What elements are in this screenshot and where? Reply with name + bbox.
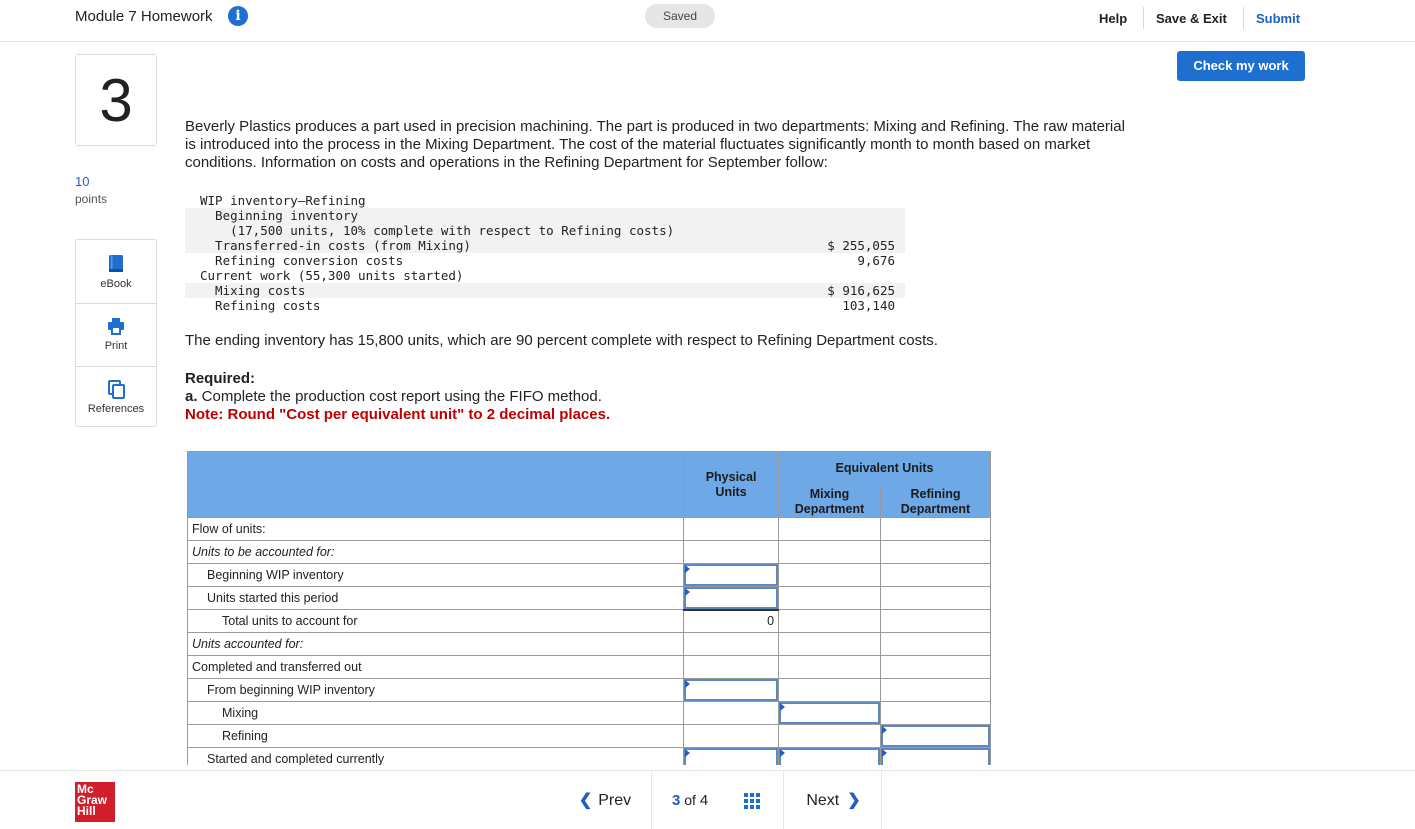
input-box[interactable] xyxy=(684,564,778,586)
wip-label: Beginning inventory xyxy=(200,208,359,223)
save-exit-link[interactable]: Save & Exit xyxy=(1156,11,1227,26)
question-number: 3 xyxy=(75,54,157,146)
cell xyxy=(779,610,881,633)
requirement-a xyxy=(185,388,602,405)
from-beg-physical-input[interactable] xyxy=(684,679,779,702)
header-physical-units: Physical Units xyxy=(684,452,779,518)
cell xyxy=(684,702,779,725)
page-indicator[interactable] xyxy=(651,771,784,829)
top-bar xyxy=(0,0,1415,42)
saved-status-badge: Saved xyxy=(645,4,715,28)
grid-icon[interactable] xyxy=(744,793,760,809)
wip-row xyxy=(185,253,905,268)
table-row xyxy=(188,679,991,702)
table-row xyxy=(188,702,991,725)
requirement-a-prefix: a. xyxy=(185,388,198,405)
wip-amount: $ 255,055 xyxy=(827,238,895,253)
cell xyxy=(779,564,881,587)
wip-row xyxy=(185,283,905,298)
wip-row xyxy=(185,208,905,223)
row-label: Completed and transferred out xyxy=(188,656,684,679)
of-label: of xyxy=(684,792,696,808)
input-box[interactable] xyxy=(779,702,880,724)
cell xyxy=(684,725,779,748)
ending-inventory-text: The ending inventory has 15,800 units, which are 90 percent complete with respect to Refining Department costs. xyxy=(185,332,938,349)
check-my-work-button[interactable]: Check my work xyxy=(1177,51,1305,81)
started-completed-refining-input[interactable] xyxy=(881,748,991,766)
input-box[interactable] xyxy=(779,748,880,765)
cell xyxy=(684,633,779,656)
wip-label: (17,500 units, 10% complete with respect to Refining costs) xyxy=(200,223,675,238)
table-row xyxy=(188,633,991,656)
required-label: Required: xyxy=(185,370,256,387)
wip-row xyxy=(185,223,905,238)
cell xyxy=(779,587,881,610)
wip-label: Current work (55,300 units started) xyxy=(200,268,464,283)
cell xyxy=(779,518,881,541)
logo-line: Mc xyxy=(77,782,94,796)
table-row xyxy=(188,748,991,766)
copy-icon xyxy=(106,379,126,399)
wip-row xyxy=(185,193,905,208)
module-title: Module 7 Homework xyxy=(75,8,213,25)
table-row xyxy=(188,610,991,633)
chevron-right-icon: ❯ xyxy=(847,792,861,809)
wip-amount: $ 916,625 xyxy=(827,283,895,298)
started-physical-input[interactable] xyxy=(684,587,779,610)
wip-data-block xyxy=(185,193,905,313)
next-label: Next xyxy=(806,792,840,809)
wip-amount: 103,140 xyxy=(842,298,895,313)
row-label: Units accounted for: xyxy=(188,633,684,656)
row-label: Beginning WIP inventory xyxy=(188,564,684,587)
divider xyxy=(1243,7,1244,29)
mcgraw-hill-logo xyxy=(75,782,115,822)
row-label: Total units to account for xyxy=(188,610,684,633)
wip-row xyxy=(185,298,905,313)
current-page: 3 xyxy=(672,792,681,809)
cell xyxy=(779,633,881,656)
logo-line: Graw xyxy=(77,793,108,807)
points-value: 10 xyxy=(75,174,90,189)
logo-line: Hill xyxy=(77,804,96,818)
table-row xyxy=(188,564,991,587)
table-row xyxy=(188,587,991,610)
row-label: Units to be accounted for: xyxy=(188,541,684,564)
cell xyxy=(779,541,881,564)
divider xyxy=(1143,7,1144,29)
ebook-button[interactable] xyxy=(76,240,156,302)
cell xyxy=(684,656,779,679)
rounding-note: Note: Round "Cost per equivalent unit" to 2 decimal places. xyxy=(185,406,611,423)
wip-label: WIP inventory—Refining xyxy=(200,193,366,208)
header-equivalent-units: Equivalent Units xyxy=(779,452,991,486)
wip-label: Mixing costs xyxy=(200,283,306,298)
next-button[interactable] xyxy=(786,771,882,829)
requirement-a-text: Complete the production cost report using the FIFO method. xyxy=(197,388,602,405)
references-label: References xyxy=(87,403,145,415)
table-row xyxy=(188,541,991,564)
cell xyxy=(684,518,779,541)
cell xyxy=(881,587,991,610)
cell xyxy=(881,541,991,564)
print-label: Print xyxy=(104,340,128,352)
refining-equiv-input[interactable] xyxy=(881,725,991,748)
cell xyxy=(881,518,991,541)
header-blank xyxy=(188,452,684,518)
input-box[interactable] xyxy=(684,587,778,609)
row-label: Flow of units: xyxy=(188,518,684,541)
footer xyxy=(0,770,1415,829)
cell xyxy=(881,702,991,725)
input-box[interactable] xyxy=(684,748,778,765)
printer-icon xyxy=(106,316,126,336)
row-label: Mixing xyxy=(188,702,684,725)
prev-button[interactable] xyxy=(560,771,650,829)
chevron-left-icon: ❮ xyxy=(578,792,593,809)
wip-label: Refining costs xyxy=(200,298,321,313)
header-refining: Refining Department xyxy=(881,486,991,518)
question-intro: Beverly Plastics produces a part used in precision machining. The part is produced in two departments: Mixing and Refining. The raw material is introduced into the process in the Mixing Department. The cost of the material fluctuates significantly month to month based on market conditions. Information on costs and operations in the Refining Department for September follow: xyxy=(185,118,1125,171)
mixing-equiv-input[interactable] xyxy=(779,702,881,725)
cell xyxy=(881,610,991,633)
points-label: points xyxy=(75,192,108,206)
row-label: Refining xyxy=(188,725,684,748)
row-label: Units started this period xyxy=(188,587,684,610)
help-link[interactable]: Help xyxy=(1099,11,1128,26)
started-completed-physical-input[interactable] xyxy=(684,748,779,766)
table-row xyxy=(188,518,991,541)
references-button[interactable] xyxy=(76,366,156,428)
wip-row xyxy=(185,238,905,253)
cell xyxy=(881,633,991,656)
input-box[interactable] xyxy=(881,748,990,765)
cell xyxy=(881,564,991,587)
cell xyxy=(779,725,881,748)
page-text xyxy=(672,771,708,829)
cell xyxy=(779,679,881,702)
prev-label: Prev xyxy=(598,792,632,809)
row-label: From beginning WIP inventory xyxy=(188,679,684,702)
book-icon xyxy=(106,254,126,274)
input-box[interactable] xyxy=(684,679,778,701)
submit-link[interactable]: Submit xyxy=(1256,11,1301,26)
ebook-label: eBook xyxy=(100,278,132,290)
cell xyxy=(684,541,779,564)
wip-amount: 9,676 xyxy=(857,253,895,268)
total-pages: 4 xyxy=(699,792,709,809)
total-units-value: 0 xyxy=(684,610,779,633)
info-icon[interactable]: i xyxy=(228,6,248,26)
beg-wip-physical-input[interactable] xyxy=(684,564,779,587)
wip-label: Refining conversion costs xyxy=(200,253,404,268)
wip-row xyxy=(185,268,905,283)
print-button[interactable] xyxy=(76,303,156,365)
cell xyxy=(881,679,991,702)
cell xyxy=(881,656,991,679)
wip-label: Transferred-in costs (from Mixing) xyxy=(200,238,471,253)
row-label: Started and completed currently xyxy=(188,748,684,766)
header-mixing: Mixing Department xyxy=(779,486,881,518)
table-row xyxy=(188,656,991,679)
tools-panel xyxy=(75,239,157,427)
production-cost-report xyxy=(187,451,992,765)
input-box[interactable] xyxy=(881,725,990,747)
cell xyxy=(779,656,881,679)
started-completed-mixing-input[interactable] xyxy=(779,748,881,766)
table-row xyxy=(188,725,991,748)
